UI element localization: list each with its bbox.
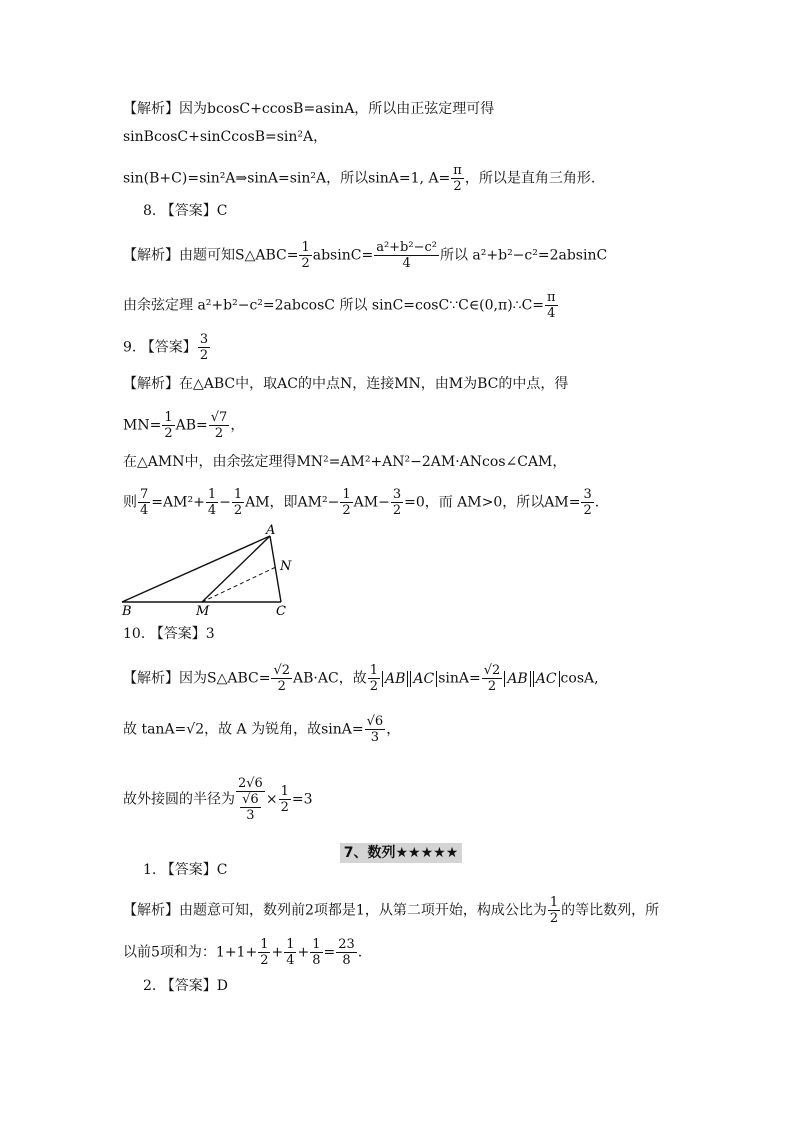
q9-l4e: =0，而 AM>0，所以AM= xyxy=(404,494,581,511)
s7-q1-line2: 以前5项和为：1+1+ $\frac{1}{2}$ + $\frac{1}{4}$ + $\frac{1}{8}$ = $\frac{23}{8}$ . xyxy=(123,937,363,968)
frac-den: 2 xyxy=(342,503,351,518)
abs-ab: AB xyxy=(382,671,408,687)
q8-l1b: absinC= xyxy=(312,247,374,264)
label-n: N xyxy=(280,559,292,574)
frac-den: 2 xyxy=(280,800,289,815)
frac-num: 1 xyxy=(260,937,269,952)
frac-num: 1 xyxy=(164,410,173,425)
frac-den: 2 xyxy=(199,348,209,363)
frac-num: 1 xyxy=(301,240,310,255)
abs-ac: AC xyxy=(533,671,560,687)
frac-23-8 xyxy=(336,937,357,968)
frac-sqrt6-3 xyxy=(240,792,261,823)
s7-q1-line1 xyxy=(123,895,659,926)
q9-answer xyxy=(123,332,211,363)
frac-num: π xyxy=(547,290,556,305)
q9-l4d: AM− xyxy=(353,494,390,511)
frac-half xyxy=(232,487,244,518)
frac-num: 3 xyxy=(583,487,592,502)
q8-line1 xyxy=(123,240,607,271)
frac-den: 2 xyxy=(453,179,462,194)
frac-den: 2 xyxy=(260,953,269,968)
frac-7-4 xyxy=(138,487,150,518)
segment-mn xyxy=(202,567,276,602)
triangle-figure xyxy=(110,522,310,617)
frac-den: 2 xyxy=(549,911,559,926)
frac-sqrt7-2 xyxy=(209,410,230,441)
s7-l2a: 以前5项和为：1+1+ xyxy=(123,944,258,961)
frac-num: 7 xyxy=(140,487,149,502)
frac-1-4 xyxy=(284,937,296,968)
frac-1-4 xyxy=(206,487,218,518)
frac-den: 2 xyxy=(487,679,497,694)
frac-num: 1 xyxy=(280,784,289,799)
frac-compound xyxy=(236,776,265,823)
frac-num: 1 xyxy=(549,895,559,910)
q9-l2a: MN= xyxy=(123,417,162,434)
q9-line2: MN= $\frac{1}{2}$ AB= $\frac{√7}{2}$ ， xyxy=(123,410,245,441)
abs-ac: AC xyxy=(410,671,437,687)
frac-half xyxy=(258,937,270,968)
block1-line2: sinBcosC+sinCcosB=sin²A， xyxy=(123,129,328,145)
label-a: A xyxy=(266,523,276,538)
frac-num: √7 xyxy=(210,410,228,425)
q8-l1a: 【解析】由题可知S△ABC= xyxy=(123,247,299,264)
s7-q1-answer: 1. 【答案】C xyxy=(143,862,228,878)
frac-num: 1 xyxy=(286,937,295,952)
q10-line3: 故外接圆的半径为 $\frac{2√6}{\frac{√6}{3}}$ × $\frac{1}{2}$ =3 xyxy=(123,776,313,823)
frac-den: 4 xyxy=(286,953,295,968)
frac-num: √2 xyxy=(483,663,501,678)
frac-half xyxy=(279,784,291,815)
q9-answer-label: 9. 【答案】 xyxy=(123,339,197,356)
frac-3-2 xyxy=(581,487,593,518)
q9-line4: 则 $\frac{7}{4}$ =AM²+ $\frac{1}{4}$ − $\frac{1}{2}$ AM，即AM²− $\frac{1}{2}$ AM− $\frac{3}{2}$ =0，而 AM>0，所以AM= $\frac{3}{2}$ . xyxy=(123,487,600,518)
frac-den: 4 xyxy=(207,503,217,518)
frac-den: 2 xyxy=(369,679,378,694)
frac-den: 4 xyxy=(140,503,149,518)
segment-ab xyxy=(122,536,270,602)
q9-l4c: AM，即AM²− xyxy=(245,494,340,511)
frac-den: 2 xyxy=(164,426,173,441)
q9-l2b: AB= xyxy=(175,417,208,434)
frac-num: 2√6 xyxy=(238,776,263,791)
frac-num: 1 xyxy=(207,487,217,502)
block1-line3 xyxy=(123,163,595,194)
frac-half xyxy=(299,240,311,271)
s7-l1b: 的等比数列，所 xyxy=(561,902,660,919)
frac-num: √6 xyxy=(242,792,259,807)
frac-pi-2 xyxy=(451,163,464,194)
q10-l1a: 【解析】因为S△ABC= xyxy=(123,670,271,687)
q8-l1c: 所以 a²+b²−c²=2absinC xyxy=(439,247,608,264)
frac-den: 8 xyxy=(312,953,321,968)
frac-num: 3 xyxy=(199,332,209,347)
q8-line2 xyxy=(123,290,559,321)
b1-l3-tail: ，所以是直角三角形. xyxy=(464,170,596,187)
s7-l1a: 【解析】由题意可知，数列前2项都是1，从第二项开始，构成公比为 xyxy=(123,902,547,919)
q10-l1b: AB·AC，故 xyxy=(293,670,367,687)
label-m: M xyxy=(196,604,210,617)
frac-den: 2 xyxy=(214,426,224,441)
q10-l1d: cosA, xyxy=(560,670,599,687)
q10-line1 xyxy=(123,663,599,694)
frac-sqrt2-2 xyxy=(271,663,292,694)
frac-den: 2 xyxy=(301,256,310,271)
frac-num: 1 xyxy=(342,487,351,502)
q10-l2a: 故 tanA=√2，故 A 为锐角，故sinA= xyxy=(123,721,364,738)
frac-num: π xyxy=(453,163,462,178)
q10-l1c: sinA= xyxy=(438,670,481,687)
s7-q2-answer: 2. 【答案】D xyxy=(143,978,229,994)
block1-line1: 【解析】因为bcosC+ccosB=asinA，所以由正弦定理可得 xyxy=(123,101,495,117)
frac-num: 3 xyxy=(392,487,402,502)
frac-pi-4 xyxy=(545,290,558,321)
q10-l3a: 故外接圆的半径为 xyxy=(123,791,235,808)
q10-l3b: =3 xyxy=(291,791,313,808)
frac-den: 2 xyxy=(392,503,402,518)
frac-abc xyxy=(374,240,439,271)
q9-l4a: 则 xyxy=(123,494,137,511)
frac-den: 2 xyxy=(233,503,243,518)
frac-den xyxy=(236,792,265,823)
s7-l2b: . xyxy=(357,944,363,961)
frac-half xyxy=(548,895,560,926)
frac-half xyxy=(368,663,380,694)
label-b: B xyxy=(122,604,132,617)
frac-half xyxy=(162,410,174,441)
segment-am xyxy=(202,536,270,602)
q9-line3: 在△AMN中，由余弦定理得MN²=AM²+AN²−2AM·ANcos∠CAM， xyxy=(123,454,567,470)
q8-l2a: 由余弦定理 a²+b²−c²=2abcosC 所以 sinC=cosC∵C∈(0,π)∴C= xyxy=(123,297,545,314)
frac-1-8 xyxy=(310,937,322,968)
frac-num: √6 xyxy=(366,714,384,729)
frac-den: 2 xyxy=(583,503,592,518)
frac-den: 4 xyxy=(402,256,411,271)
frac-3-2 xyxy=(198,332,210,363)
label-c: C xyxy=(276,604,286,617)
frac-den: 4 xyxy=(547,306,556,321)
q8-answer: 8. 【答案】C xyxy=(143,203,228,219)
frac-den: 8 xyxy=(342,953,351,968)
frac-sqrt2-2 xyxy=(482,663,503,694)
frac-num: 1 xyxy=(233,487,243,502)
frac-num: 23 xyxy=(338,937,355,952)
frac-sqrt6-3 xyxy=(365,714,386,745)
q10-line2: 故 tanA=√2，故 A 为锐角，故sinA= $\frac{√6}{3}$ ， xyxy=(123,714,401,745)
frac-num: √2 xyxy=(273,663,291,678)
abs-ab: AB xyxy=(504,671,530,687)
q9-l4b: =AM²+ xyxy=(151,494,205,511)
frac-num: 1 xyxy=(312,937,321,952)
q9-line1: 【解析】在△ABC中，取AC的中点N，连接MN，由M为BC的中点，得 xyxy=(123,376,569,392)
section-title: 7、数列★★★★★ xyxy=(340,843,462,863)
b1-l3-text: sin(B+C)=sin²A⇒sinA=sin²A，所以sinA=1, A= xyxy=(123,170,451,187)
frac-num: 1 xyxy=(369,663,378,678)
frac-num: a²+b²−c² xyxy=(376,240,437,255)
frac-den: 2 xyxy=(277,679,286,694)
q10-answer: 10. 【答案】3 xyxy=(123,626,215,642)
frac-3-2 xyxy=(391,487,403,518)
frac-half xyxy=(340,487,352,518)
frac-den: 3 xyxy=(246,808,255,823)
frac-den: 3 xyxy=(370,730,380,745)
